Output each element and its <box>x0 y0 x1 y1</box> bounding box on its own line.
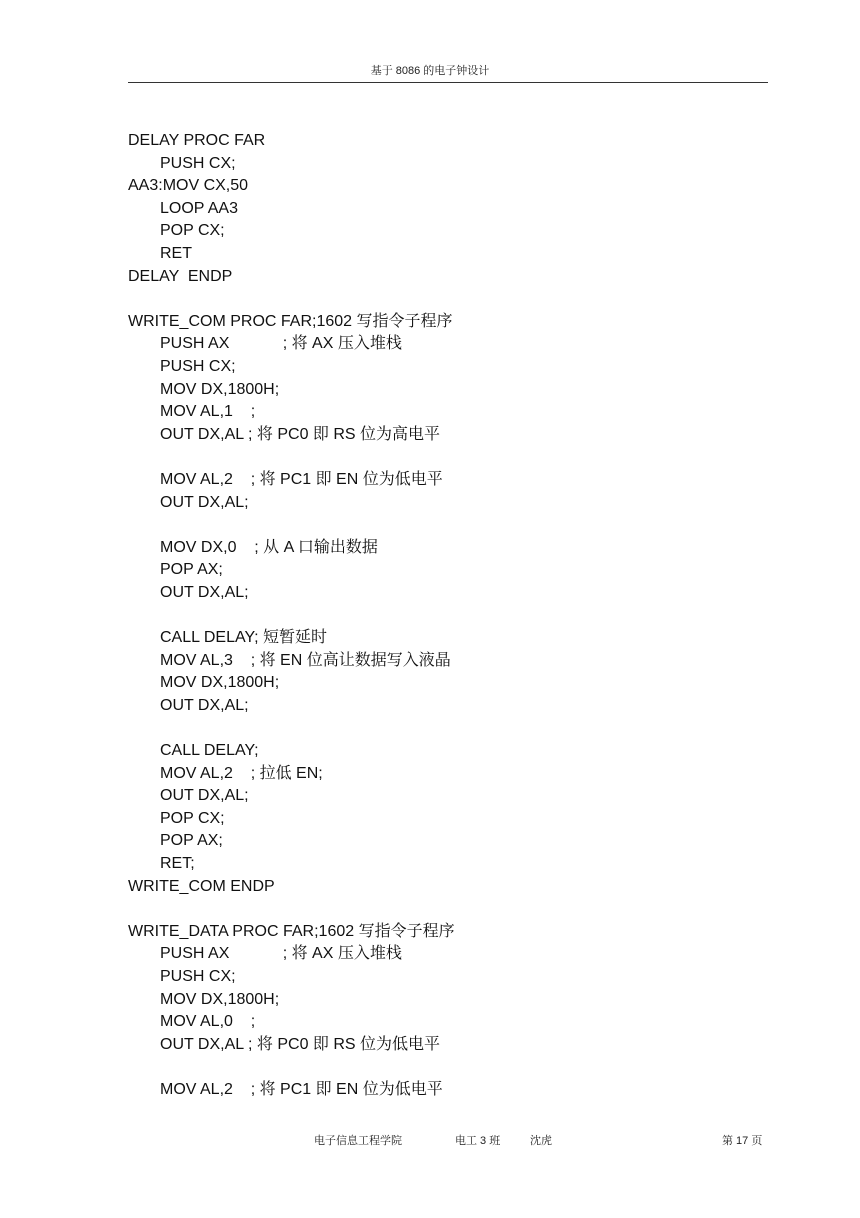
code-line: MOV AL,3 ; 将 EN 位高让数据写入液晶 <box>160 651 451 669</box>
code-line: AA3:MOV CX,50 <box>128 177 249 195</box>
code-line: OUT DX,AL; <box>160 696 249 714</box>
code-line: OUT DX,AL ; 将 PC0 即 RS 位为高电平 <box>160 425 441 443</box>
code-line: POP AX; <box>160 561 223 579</box>
code-line: OUT DX,AL ; 将 PC0 即 RS 位为低电平 <box>160 1035 441 1053</box>
footer-school: 电子信息工程学院 <box>314 1135 402 1147</box>
code-line: OUT DX,AL; <box>160 493 249 511</box>
code-line: DELAY ENDP <box>128 267 233 285</box>
code-line: POP AX; <box>160 832 223 850</box>
blank-line <box>128 1056 768 1079</box>
code-line: WRITE_COM ENDP <box>128 877 275 895</box>
code-line: MOV DX,1800H; <box>160 990 280 1008</box>
code-line: PUSH AX ; 将 AX 压入堆栈 <box>160 335 402 353</box>
footer-author: 沈虎 <box>530 1135 552 1147</box>
code-line: OUT DX,AL; <box>160 583 249 601</box>
code-line: MOV AL,2 ; 将 PC1 即 EN 位为低电平 <box>160 1080 443 1098</box>
code-line: LOOP AA3 <box>160 199 238 217</box>
header-divider <box>128 82 768 83</box>
code-line: MOV AL,2 ; 将 PC1 即 EN 位为低电平 <box>160 470 443 488</box>
footer-page-number: 第 17 页 <box>722 1135 763 1147</box>
code-line: PUSH CX; <box>160 154 236 172</box>
footer-class: 电工 3 班 <box>455 1135 501 1147</box>
assembly-code-listing <box>128 130 768 1102</box>
code-line: PUSH CX; <box>160 967 236 985</box>
code-line: POP CX; <box>160 809 225 827</box>
code-line: CALL DELAY; <box>160 742 259 760</box>
blank-line <box>128 717 768 740</box>
code-line: DELAY PROC FAR <box>128 132 266 149</box>
code-line: RET; <box>160 855 195 872</box>
code-line: RET <box>160 244 192 262</box>
page-header-title: 基于 8086 的电子钟设计 <box>370 65 490 77</box>
blank-line <box>128 898 768 921</box>
blank-line <box>128 514 768 537</box>
blank-line <box>128 288 768 311</box>
code-line: PUSH AX ; 将 AX 压入堆栈 <box>160 945 402 963</box>
code-line: MOV AL,2 ; 拉低 EN; <box>160 764 323 782</box>
blank-line <box>128 446 768 469</box>
code-line: WRITE_DATA PROC FAR;1602 写指令子程序 <box>128 922 455 940</box>
code-line: PUSH CX; <box>160 357 236 375</box>
code-line: POP CX; <box>160 222 225 240</box>
code-line: MOV AL,1 ; <box>160 403 256 421</box>
code-line: MOV AL,0 ; <box>160 1013 256 1031</box>
code-line: MOV DX,1800H; <box>160 674 280 692</box>
blank-line <box>128 604 768 627</box>
code-line: OUT DX,AL; <box>160 787 249 805</box>
code-line: CALL DELAY; 短暂延时 <box>160 629 328 647</box>
code-line: WRITE_COM PROC FAR;1602 写指令子程序 <box>128 312 453 330</box>
code-line: MOV DX,1800H; <box>160 380 280 398</box>
code-line: MOV DX,0 ; 从 A 口输出数据 <box>160 538 378 556</box>
